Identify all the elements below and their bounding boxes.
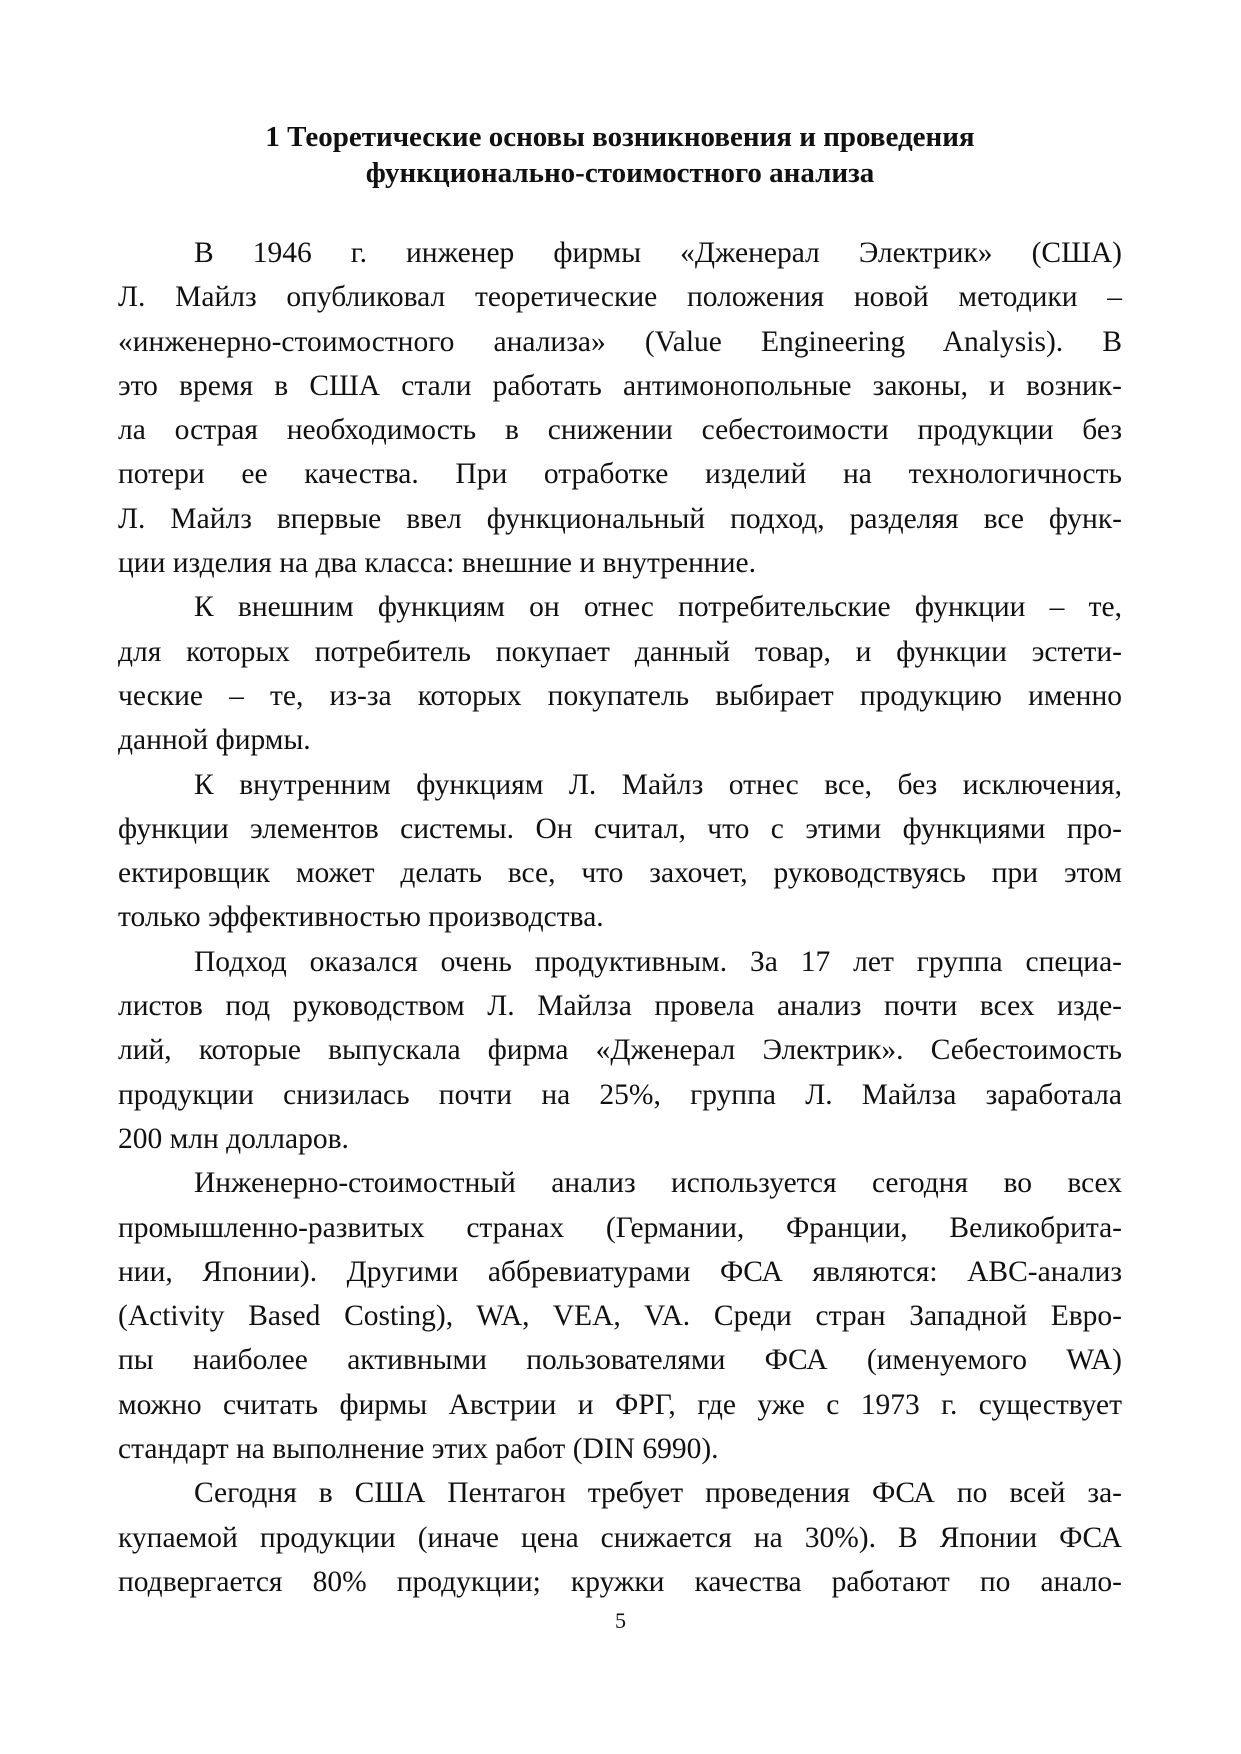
paragraph (118, 1471, 1122, 1604)
text-line: продукции снизилась почти на 25%, группа Л. Майлза заработала (118, 1078, 1122, 1111)
page-number: 5 (615, 1608, 626, 1633)
text-line: ции изделия на два класса: внешние и внутренние. (118, 547, 756, 580)
text-line: «инженерно-стоимостного анализа» (Value Engineering Analysis). В (118, 325, 1122, 358)
text-line: можно считать фирмы Австрии и ФРГ, где уже с 1973 г. существует (118, 1388, 1122, 1421)
text-line: К внутренним функциям Л. Майлз отнес все, без исключения, (194, 768, 1122, 801)
body-text (118, 231, 1122, 1604)
paragraph (118, 231, 1122, 585)
text-line: для которых потребитель покупает данный товар, и функции эстети- (118, 635, 1122, 668)
text-line: Инженерно-стоимостный анализ используется сегодня во всех (194, 1167, 1122, 1200)
section-heading-line: функционально-стоимостного анализа (365, 157, 875, 189)
paragraph (118, 585, 1122, 762)
text-line: ектировщик может делать все, что захочет, руководствуясь при этом (118, 857, 1122, 890)
text-line: Сегодня в США Пентагон требует проведения ФСА по всей за- (194, 1477, 1122, 1510)
text-line: листов под руководством Л. Майлза провела анализ почти всех изде- (118, 990, 1122, 1023)
text-line: функции элементов системы. Он считал, что с этими функциями про- (118, 812, 1122, 845)
text-line: лий, которые выпускала фирма «Дженерал Электрик». Себестоимость (118, 1034, 1122, 1067)
text-line: Подход оказался очень продуктивным. За 17 лет группа специа- (194, 945, 1122, 978)
text-line: стандарт на выполнение этих работ (DIN 6990). (118, 1433, 719, 1466)
text-line: (Activity Based Costing), WA, VEA, VA. Среди стран Западной Евро- (118, 1300, 1122, 1333)
paragraph (118, 763, 1122, 940)
text-line: 200 млн долларов. (118, 1122, 349, 1155)
section-heading (118, 119, 1122, 191)
section-heading-line: 1 Теоретические основы возникновения и проведения (265, 121, 975, 153)
text-line: нии, Японии). Другими аббревиатурами ФСА являются: ABC-анализ (118, 1255, 1122, 1288)
text-line: данной фирмы. (118, 724, 311, 757)
text-line: купаемой продукции (иначе цена снижается на 30%). В Японии ФСА (118, 1521, 1122, 1554)
paragraph (118, 1161, 1122, 1471)
text-line: потери ее качества. При отработке изделий на технологичность (118, 458, 1122, 491)
paragraph (118, 940, 1122, 1161)
text-line: Л. Майлз впервые ввел функциональный подход, разделяя все функ- (118, 502, 1122, 535)
text-line: это время в США стали работать антимонопольные законы, и возник- (118, 369, 1122, 402)
text-line: В 1946 г. инженер фирмы «Дженерал Электрик» (США) (194, 237, 1122, 269)
text-line: Л. Майлз опубликовал теоретические положения новой методики – (118, 281, 1122, 314)
text-line: промышленно-развитых странах (Германии, Франции, Великобрита- (118, 1211, 1122, 1244)
text-line: ла острая необходимость в снижении себестоимости продукции без (118, 414, 1122, 447)
text-line: пы наиболее активными пользователями ФСА (именуемого WA) (118, 1344, 1122, 1377)
text-line: К внешним функциям он отнес потребительские функции – те, (194, 591, 1122, 624)
text-line: ческие – те, из-за которых покупатель выбирает продукцию именно (118, 679, 1122, 712)
text-line: подвергается 80% продукции; кружки качества работают по анало- (118, 1565, 1122, 1598)
text-line: только эффективностью производства. (118, 901, 604, 934)
